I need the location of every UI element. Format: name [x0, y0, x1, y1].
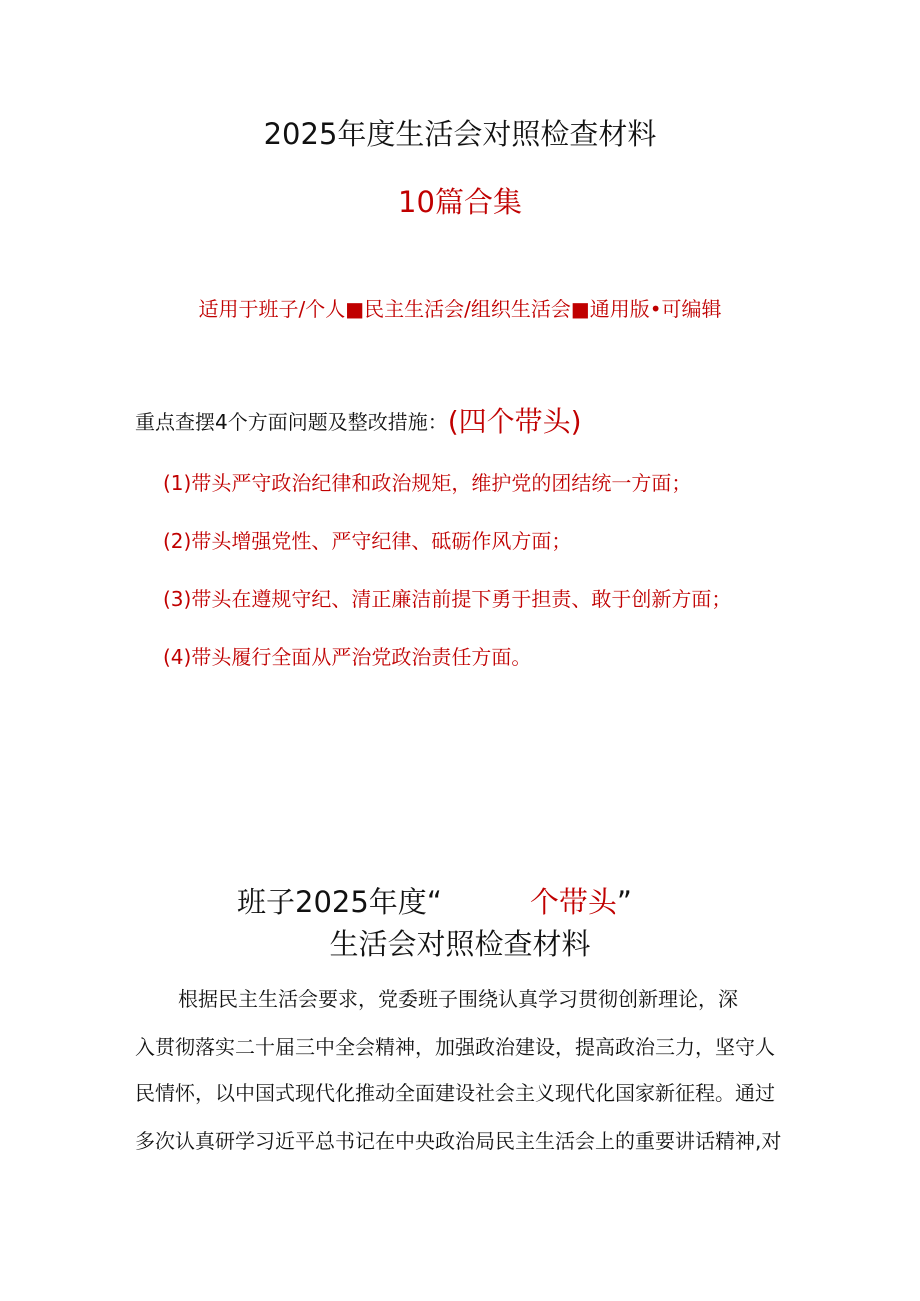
- section-title-line1: [237, 880, 632, 924]
- section-title-quote-close: ”: [616, 885, 632, 919]
- section-title-line2: 生活会对照检查材料: [329, 927, 591, 961]
- body-line-4: 多次认真研学习近平总书记在中央政治局民主生活会上的重要讲话精神,对: [135, 1129, 782, 1153]
- section-title-quote-open: “: [426, 885, 442, 919]
- section-title-red: 个带头: [529, 885, 617, 919]
- focus-prefix: 重点查摆4个方面问题及整改措施：: [135, 410, 448, 434]
- body-line-2: 入贯彻落实二十届三中全会精神，加强政治建设，提高政治三力，坚守人: [135, 1035, 775, 1059]
- focus-item-1: (1)带头严守政治纪律和政治规矩，维护党的团结统一方面；: [163, 471, 692, 495]
- focus-item-4: (4)带头履行全面从严治党政治责任方面。: [163, 645, 532, 669]
- focus-highlight: (四个带头): [447, 405, 582, 438]
- applicable-scope: 适用于班子/个人■民主生活会/组织生活会■通用版•可编辑: [198, 297, 722, 321]
- body-line-1: 根据民主生活会要求，党委班子围绕认真学习贯彻创新理论，深: [178, 987, 738, 1011]
- focus-item-2: (2)带头增强党性、严守纪律、砥砺作风方面；: [163, 529, 572, 553]
- focus-statement: [135, 402, 582, 442]
- section-title-black: 班子2025年度: [237, 885, 427, 919]
- document-title: 2025年度生活会对照检查材料: [263, 117, 657, 151]
- body-line-3: 民情怀，以中国式现代化推动全面建设社会主义现代化国家新征程。通过: [135, 1081, 775, 1105]
- focus-item-3: (3)带头在遵规守纪、清正廉洁前提下勇于担责、敢于创新方面；: [163, 587, 732, 611]
- document-subtitle: 10篇合集: [398, 185, 522, 219]
